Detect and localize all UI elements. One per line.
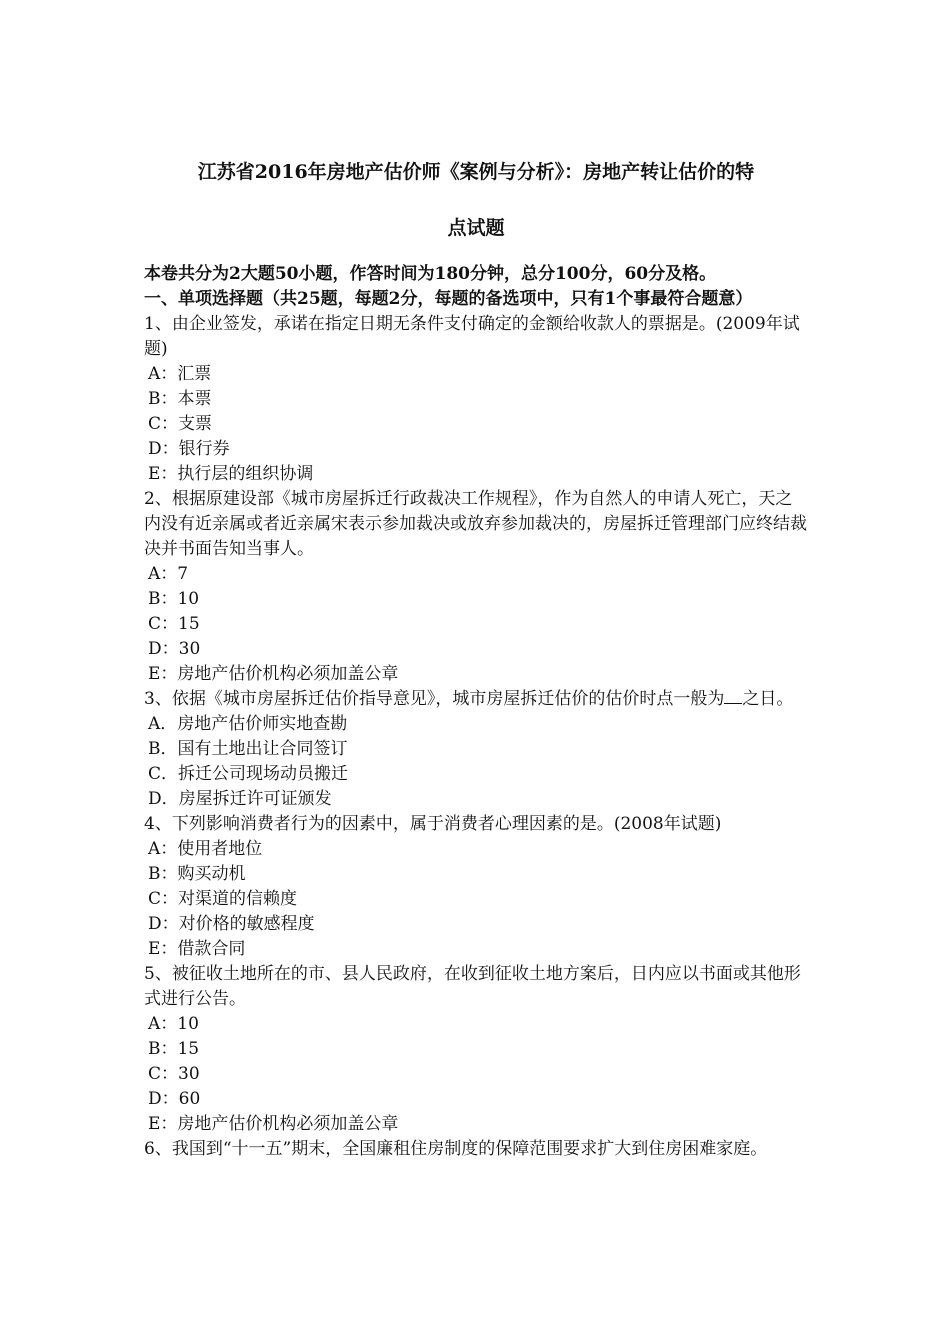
answer-option: D：银行券 (148, 439, 230, 459)
answer-option: A．房地产估价师实地查勘 (148, 714, 348, 734)
exam-intro: 本卷共分为2大题50小题，作答时间为180分钟，总分100分，60分及格。 (144, 264, 717, 284)
answer-option: B．国有土地出让合同签订 (148, 739, 348, 759)
section-heading: 一、单项选择题（共25题，每题2分，每题的备选项中，只有1个事最符合题意） (144, 289, 753, 309)
answer-option: D：60 (148, 1089, 201, 1109)
question-text-end: 之日。 (742, 689, 794, 709)
answer-option: D：对价格的敏感程度 (148, 914, 315, 934)
question-text (144, 687, 808, 712)
title-line-2: 点试题 (447, 217, 505, 239)
answer-option: A：10 (148, 1014, 199, 1034)
answer-option: E：执行层的组织协调 (148, 464, 314, 484)
answer-option: C：支票 (148, 414, 213, 434)
page-title (144, 144, 808, 256)
question-text-start: 3、依据《城市房屋拆迁估价指导意见》，城市房屋拆迁估价的估价时点一般为 (144, 689, 725, 709)
answer-option: D．房屋拆迁许可证颁发 (148, 789, 332, 809)
answer-option: E：借款合同 (148, 939, 246, 959)
answer-option: B：购买动机 (148, 864, 246, 884)
question-text: 6、我国到“十一五”期末，全国廉租住房制度的保障范围要求扩大到住房困难家庭。 (144, 1139, 768, 1159)
answer-option: A：汇票 (148, 364, 212, 384)
question-text: 1、由企业签发，承诺在指定日期无条件支付确定的金额给收款人的票据是。(2009年试题) (144, 314, 800, 359)
answer-option: C．拆迁公司现场动员搬迁 (148, 764, 349, 784)
answer-option: C：30 (148, 1064, 200, 1084)
answer-option: D：30 (148, 639, 201, 659)
answer-option: B：10 (148, 589, 200, 609)
question-text: 2、根据原建设部《城市房屋拆迁行政裁决工作规程》，作为自然人的申请人死亡，天之内没有近亲属或者近亲属宋表示参加裁决或放弃参加裁决的，房屋拆迁管理部门应终结裁决并书面告知当事人。 (144, 489, 807, 559)
answer-option: E：房地产估价机构必须加盖公章 (148, 664, 399, 684)
answer-option: A：7 (148, 564, 189, 584)
answer-option: B：15 (148, 1039, 200, 1059)
answer-option: A：使用者地位 (148, 839, 263, 859)
answer-option: E：房地产估价机构必须加盖公章 (148, 1114, 399, 1134)
answer-option: C：对渠道的信赖度 (148, 889, 298, 909)
title-line-1: 江苏省2016年房地产估价师《案例与分析》：房地产转让估价的特 (197, 161, 755, 183)
answer-option: B：本票 (148, 389, 212, 409)
question-text: 5、被征收土地所在的市、县人民政府，在收到征收土地方案后，日内应以书面或其他形式进行公告。 (144, 964, 801, 1009)
answer-option: C：15 (148, 614, 200, 634)
fill-in-blank (724, 689, 742, 704)
document-page (144, 0, 808, 1162)
question-text: 4、下列影响消费者行为的因素中，属于消费者心理因素的是。(2008年试题) (144, 814, 722, 834)
